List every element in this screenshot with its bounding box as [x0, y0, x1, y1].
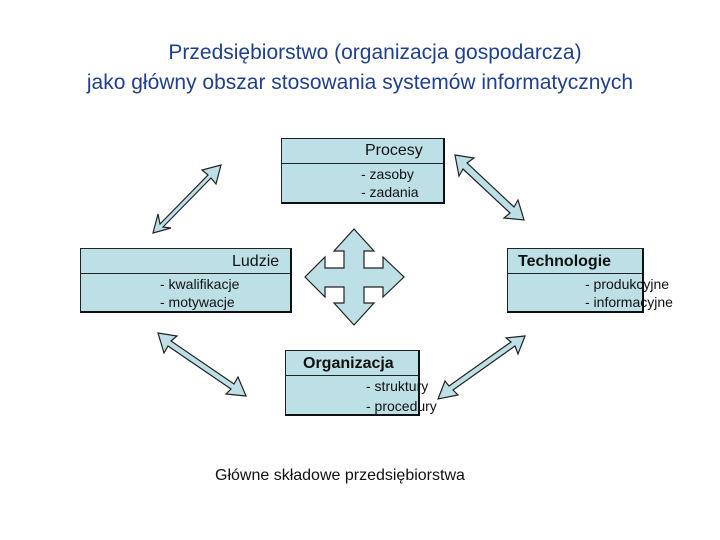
organizacja-item-struktury: - struktury — [366, 378, 429, 394]
four-way-arrow — [305, 229, 404, 325]
ludzie-label: Ludzie — [232, 253, 280, 270]
technologie-item-informacyjne: - informacyjne — [585, 294, 673, 310]
ludzie-item-kwalifikacje: - kwalifikacje — [160, 276, 240, 292]
technologie-label: Technologie — [518, 253, 612, 270]
arrow-ludzie-organizacja — [158, 333, 246, 396]
title-line-2: jako główny obszar stosowania systemów informatycznych — [86, 71, 634, 94]
ludzie-item-motywacje: - motywacje — [160, 294, 235, 310]
procesy-label: Procesy — [365, 142, 423, 159]
organizacja-item-procedury: - procedury — [366, 398, 437, 414]
organizacja-label: Organizacja — [303, 355, 394, 372]
arrow-ludzie-procesy — [153, 165, 221, 233]
diagram-caption: Główne składowe przedsiębiorstwa — [215, 467, 465, 484]
arrow-technologie-organizacja — [438, 336, 525, 399]
technologie-item-produkcyjne: - produkcyjne — [585, 276, 670, 292]
title-line-1: Przedsiębiorstwo (organizacja gospodarcza) — [168, 41, 582, 64]
procesy-item-zadania: - zadania — [361, 184, 419, 200]
arrow-procesy-technologie — [455, 155, 524, 220]
procesy-item-zasoby: - zasoby — [361, 166, 414, 182]
